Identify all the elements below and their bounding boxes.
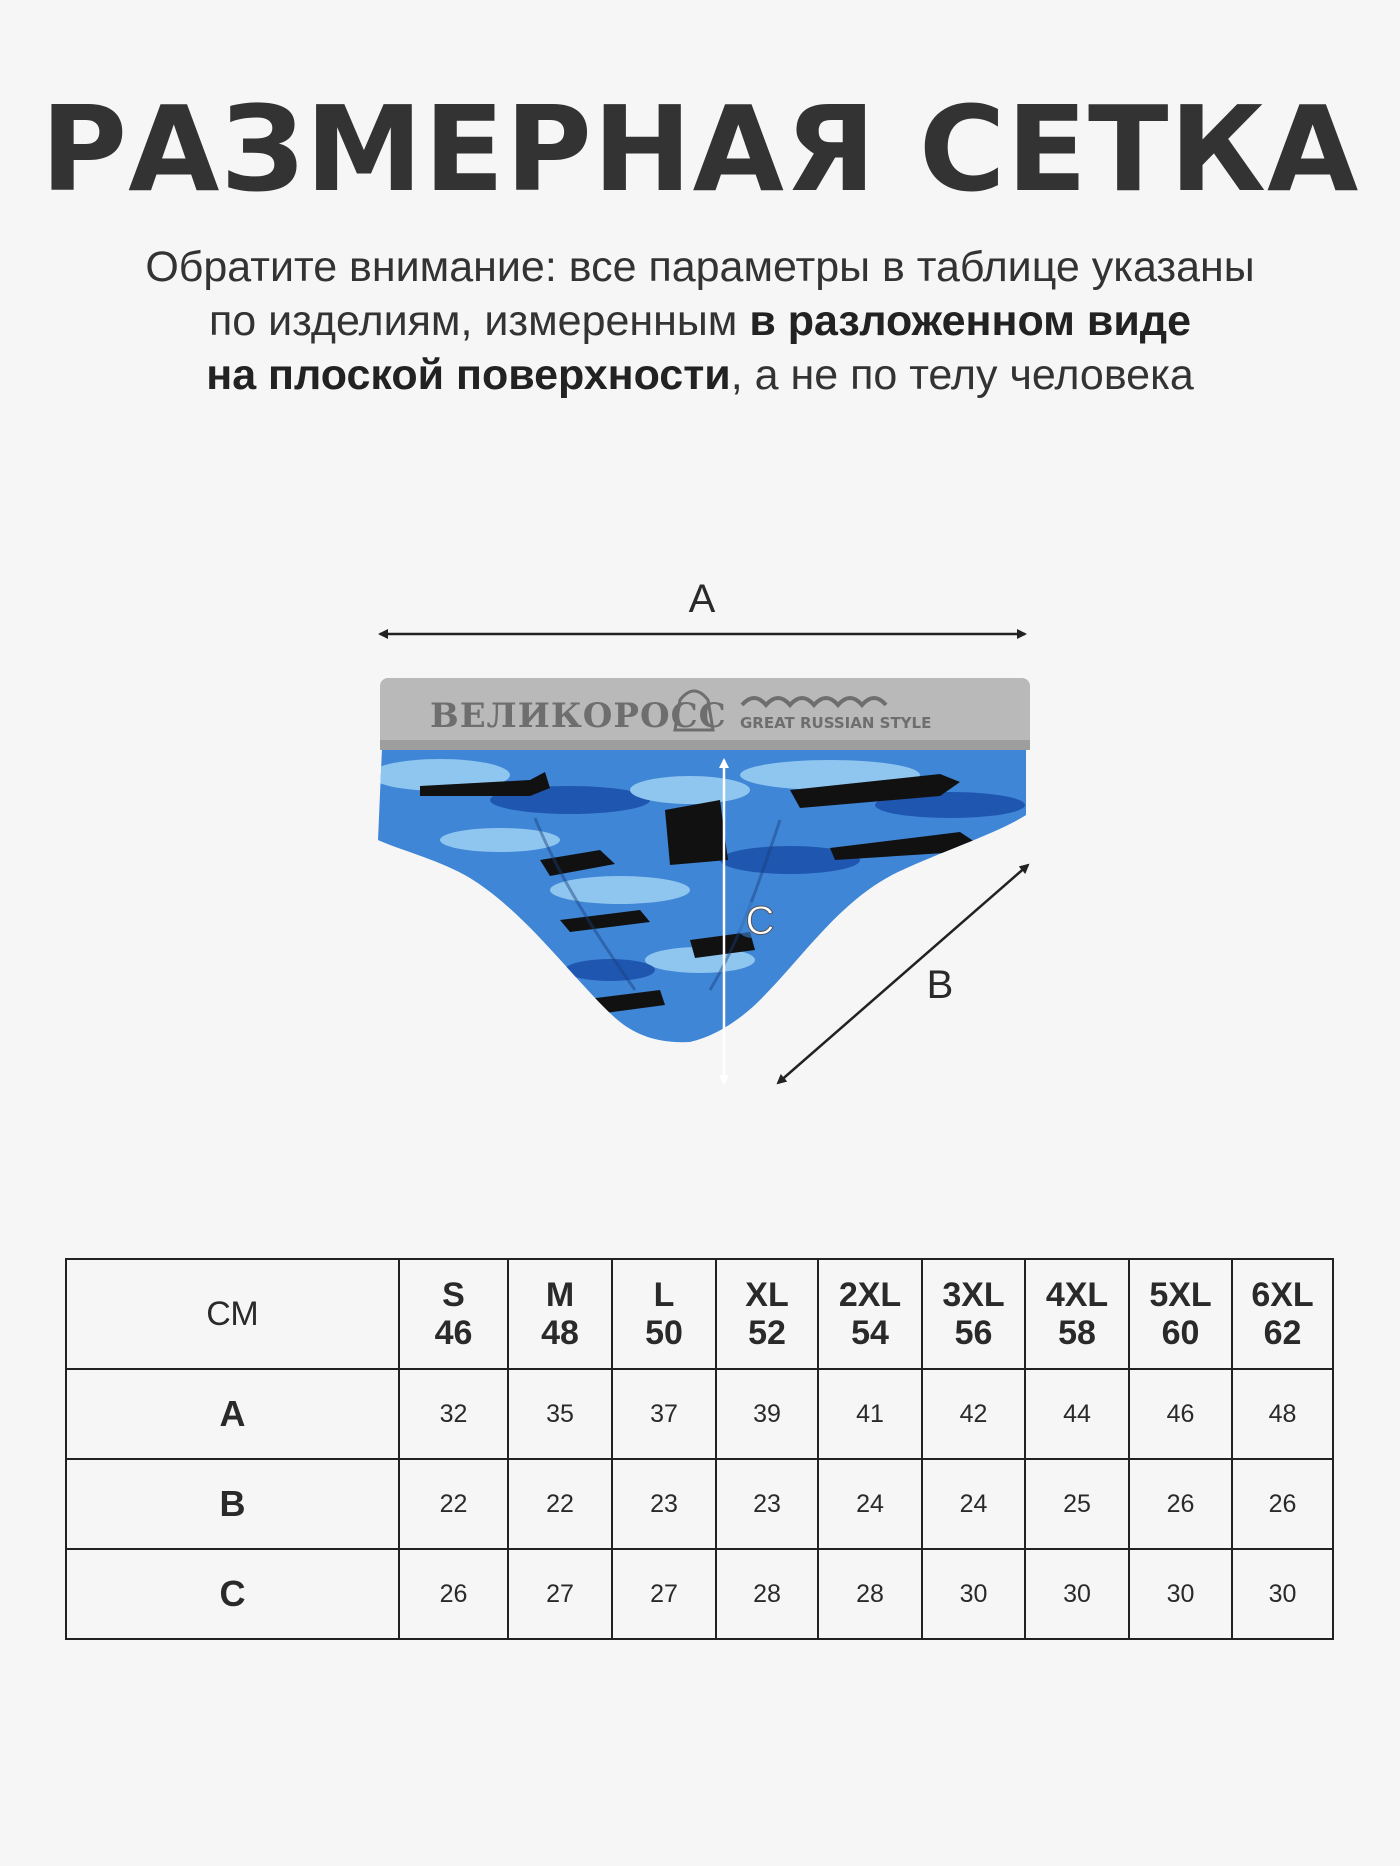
notice-emphasis: в разложенном виде [749,297,1191,345]
table-cell: 48 [1232,1369,1333,1459]
table-cell: 30 [1232,1549,1333,1639]
table-cell: 30 [1129,1549,1232,1639]
table-cell: 30 [922,1549,1025,1639]
product-measurement-diagram [360,560,1050,1120]
table-row [66,1459,1333,1549]
table-cell: 24 [818,1459,922,1549]
ru-size: 52 [748,1314,786,1352]
ru-size: 58 [1058,1314,1096,1352]
table-cell: 27 [612,1549,716,1639]
ru-size: 62 [1263,1314,1302,1352]
table-cell: 42 [922,1369,1025,1459]
notice-line-1: Обратите внимание: все параметры в таблице указаны [145,243,1255,291]
table-cell: 32 [399,1369,508,1459]
intl-size: 2XL [838,1276,902,1314]
table-cell: 26 [1232,1459,1333,1549]
size-column-header [612,1259,716,1369]
intl-size: 5XL [1149,1276,1212,1314]
table-cell: 37 [612,1369,716,1459]
size-column-header [399,1259,508,1369]
table-cell: 44 [1025,1369,1129,1459]
intl-size: S [442,1276,465,1314]
table-cell: 41 [818,1369,922,1459]
brand-tagline: GREAT RUSSIAN STYLE [740,714,932,732]
page-title: РАЗМЕРНАЯ СЕТКА [40,80,1360,218]
intl-size: 4XL [1045,1276,1109,1314]
notice-emphasis: на плоской поверхности [206,351,731,399]
measure-label-a: A [688,577,716,621]
row-label: B [66,1459,399,1549]
ru-size: 60 [1161,1314,1200,1352]
table-cell: 27 [508,1549,612,1639]
intl-size: 6XL [1251,1276,1314,1314]
table-cell: 24 [922,1459,1025,1549]
ru-size: 46 [434,1314,473,1352]
intl-size: 3XL [942,1276,1005,1314]
table-cell: 26 [1129,1459,1232,1549]
notice-text: по изделиям, измеренным [209,297,750,345]
table-cell: 39 [716,1369,818,1459]
size-column-header [1025,1259,1129,1369]
table-cell: 23 [716,1459,818,1549]
size-column-header [818,1259,922,1369]
table-cell: 22 [508,1459,612,1549]
brand-logo-text: ВЕЛИКОРОСС [430,696,727,736]
intl-size: XL [745,1276,789,1314]
ru-size: 48 [541,1314,579,1352]
size-column-header [1232,1259,1333,1369]
table-row [66,1549,1333,1639]
row-label: A [66,1369,399,1459]
notice-line-2 [0,294,1400,348]
table-cell: 46 [1129,1369,1232,1459]
measure-label-b: B [926,963,954,1007]
table-cell: 28 [716,1549,818,1639]
measurement-notice [0,240,1400,402]
table-cell: 35 [508,1369,612,1459]
intl-size: M [545,1276,575,1314]
size-column-header [716,1259,818,1369]
table-cell: 28 [818,1549,922,1639]
size-header-row [66,1259,1333,1369]
table-cell: 25 [1025,1459,1129,1549]
size-column-header [922,1259,1025,1369]
measure-label-c: C [745,899,775,943]
table-cell: 23 [612,1459,716,1549]
ru-size: 54 [851,1314,889,1352]
notice-text: , а не по телу человека [730,351,1194,399]
size-column-header [1129,1259,1232,1369]
size-chart-table [65,1258,1334,1640]
size-column-header [508,1259,612,1369]
table-cell: 26 [399,1549,508,1639]
intl-size: L [653,1276,675,1314]
ru-size: 56 [954,1314,993,1352]
ru-size: 50 [645,1314,683,1352]
table-row [66,1369,1333,1459]
row-label: C [66,1549,399,1639]
table-cell: 30 [1025,1549,1129,1639]
unit-label: СМ [66,1259,399,1369]
waistband [380,678,1030,750]
table-cell: 22 [399,1459,508,1549]
notice-line-3 [0,348,1400,402]
